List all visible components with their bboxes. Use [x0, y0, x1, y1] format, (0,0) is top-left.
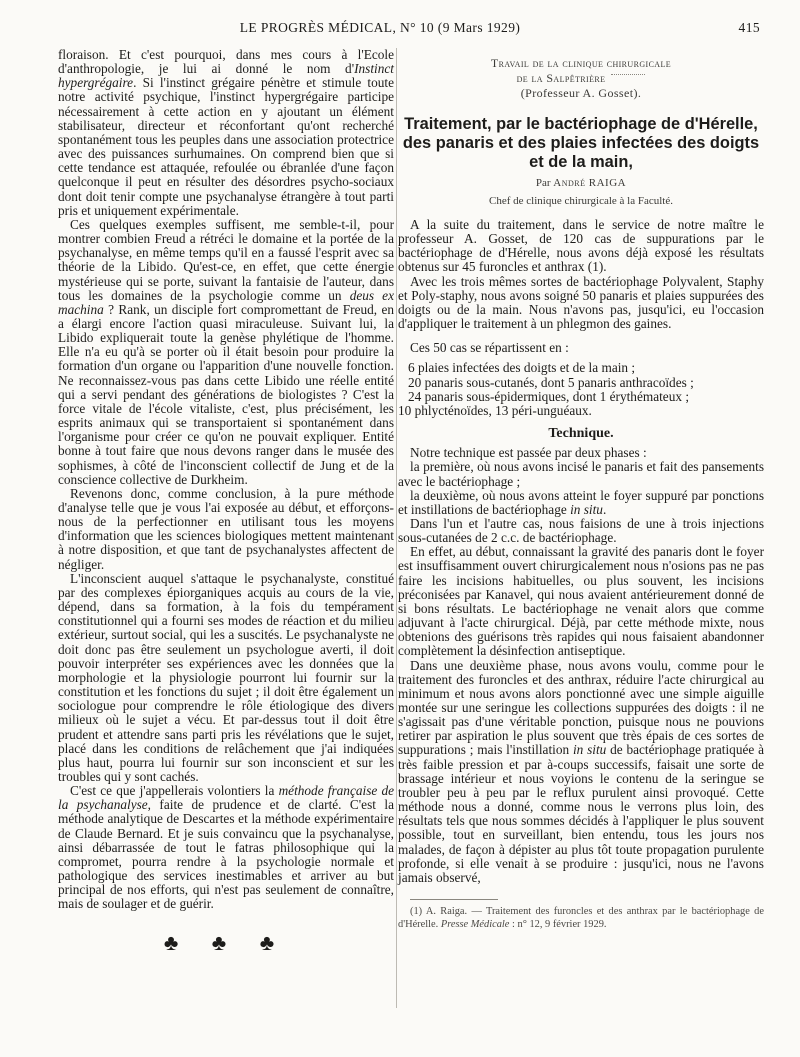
emphasis: in situ — [570, 501, 603, 517]
running-title: LE PROGRÈS MÉDICAL, N° 10 (9 Mars 1929) — [239, 20, 521, 35]
paragraph: Notre technique est passée par deux phases : — [410, 445, 647, 461]
emphasis: Instinct hypergrégaire — [58, 61, 394, 91]
paragraph: la première, où nous avons incisé le panaris et fait des pansements avec le bactériophage ; — [398, 459, 764, 489]
list-item: 6 plaies infectées des doigts et de la main ; — [408, 360, 636, 376]
paragraph: Avec les trois mêmes sortes de bactériophage Polyvalent, Staphy et Poly-staphy, nous avons soigné 50 panaris et plaies suppurées des doigts ou de la main. Nous n'avons pas, jusqu'ici, eu l'occasion d'appliquer le traitement à un phlegmon des gaines. — [398, 273, 764, 332]
paragraph: Dans une deuxième phase, nous avons voulu, comme pour le traitement des furoncles et des anthrax, réduire l'acte chirurgical au minimum et nous avons alors ponctionné avec une simple aiguille montée sur une seringue les collections suppurées des doigts : il ne s'agissait pas d'une véritable ponction, puisque nous ne pouvions retirer par aspiration le plus souvent que très épais de ces sortes de suppurations ; mais l'instillation in situ de bactériophage pratiquée à très faible pression et par à-coups successifs, faisait une sorte de brassage intérieur et nous voyions le contenu de la seringue se troubler peu à peu par le reflux purulent ainsi provoqué. Cette méthode nous a donné, comme nous le verrons plus loin, des résultats tels que nous sommes décidés à l'appliquer le plus souvent possible, tout en surveillant, bien entendu, tous les jours nos malades, de façon à dépister au plus tôt toute propagation purulente profonde, si elle venait à se produire : jusqu'ici, nous ne l'avons jamais observé, — [398, 657, 764, 885]
running-header — [60, 20, 760, 40]
column-divider — [396, 48, 397, 1008]
article-title: Traitement, par le bactériophage de d'Hérelle, des panaris et des plaies infectées des doigts et de la main, — [402, 115, 760, 171]
page-number: 415 — [738, 20, 760, 35]
left-column — [58, 47, 394, 955]
library-stamp-mark — [611, 74, 645, 84]
list-item: 10 phlycténoïdes, 13 péri-unguéaux. — [398, 402, 592, 418]
paragraph: Ces quelques exemples suffisent, me semble-t-il, pour montrer combien Freud a rétréci le domaine et la portée de la psychanalyse, en même temps qu'il en a faussé l'esprit avec sa théorie de la Libido. Qu'est-ce, en effet, que cette énergie mystérieuse qui se porte, suivant la fantaisie de l'auteur, dans tous les domaines de la psychologie comme un deus ex machina ? Rank, un disciple fort compromettant de Freud, en a élargi encore l'action quasi miraculeuse. Suivant lui, la Libido expliquerait toute la genèse phylétique de l'homme. Elle n'a eu qu'à se porter où il était besoin pour produire la formation d'un organe ou l'apparition d'une nouvelle fonction. Ne reconnaissez-vous pas dans cette Libido une réelle entité qui a servi pendant des générations de biologistes ? C'est la force vitale de l'école vitaliste, c'est, plus précisément, les esprits animaux qui se transportaient si spontanément dans l'organisme pour créer ce qu'on ne pouvait expliquer. Entité bonne à tout faire que nous devons ranger dans le musée des sophismes, à côté de l'inconscient collectif de Jung et de la conscience collective de Durkheim. — [58, 216, 394, 487]
club-ornaments: ♣ ♣ ♣ — [163, 929, 289, 955]
paragraph: A la suite du traitement, dans le service de notre maître le professeur A. Gosset, de 120 cas de suppurations par le bactériophage de d'Hérelle, nous avons déjà exposé les résultats obtenus sur 45 furoncles et anthrax (1). — [398, 217, 764, 275]
paragraph: la deuxième, où nous avons atteint le foyer suppuré par ponctions et instillations de bactériophage in situ. — [398, 487, 764, 517]
author-role: Chef de clinique chirurgicale à la Faculté. — [489, 195, 673, 207]
paragraph: En effet, au début, connaissant la gravité des panaris dont le foyer est insuffisamment ouvert chirurgicalement nous n'osions pas ne pas faire les incisions habituelles, ou plus souvent, les incisions préconisées par Kanavel, qui nous avaient antérieurement donné de si bons résultats. Le bactériophage ne venait alors que comme adjuvant à l'acte chirurgical. Déjà, par cette méthode mixte, nous obtenions des guérisons très rapides qui nous faisaient abandonner complètement la désinfection antiseptique. — [398, 544, 764, 659]
footnote-rule — [410, 899, 498, 900]
section-heading: Technique. — [548, 426, 614, 442]
paragraph: Dans l'un et l'autre cas, nous faisions de une à trois injections sous-cutanées de 2 c.c. de bactériophage. — [398, 515, 764, 546]
emphasis: deus ex machina — [58, 287, 394, 317]
paragraph: floraison. Et c'est pourquoi, dans mes cours à l'Ecole d'anthropologie, je lui ai donné le nom d'Instinct hypergrégaire. Si l'instinct grégaire pénètre et stimule toute notre activité psychique, l'instinct hypergrégaire participe nécessairement à cette action en y ajoutant un élément stabilisateur, directeur et réconfortant qu'ont recherché spontanément tous les peuples dans une association protectrice avec des puissances surhumaines. On comprend bien que si cette tendance est attaquée, refoulée ou ébranlée d'une façon quelconque il peut en résulter des désordres psycho-sociaux dont doit tenir compte une psychanalyse étrangère à tout parti pris et uniquement expérimentale. — [58, 47, 394, 218]
paragraph: L'inconscient auquel s'attaque le psychanalyste, constitué par des complexes épiorganiques acquis au cours de la vie, dépend, dans sa formation, à la fois du tempérament constitutionnel qui a fourni ses modes de réaction et du milieu extérieur, surtout social, qui les a suscités. Le psychanalyste ne doit donc pas être seulement un psychologue averti, il doit pouvoir interpréter ses expériences avec les données que la morphologie et la physiologie pourront lui fournir sur la constitution et les fonctions du sujet ; il doit être également un sociologue pour comprendre le rôle étiologique des divers milieux où le sujet a vécu. Et par-dessus tout il doit être prudent et attendre sans parti pris les révélations que le sujet, placé dans les conditions de relâchement que j'ai indiquées plus haut, pourra lui fournir sur son inconscient et sur les troubles qui y sont cachés. — [58, 570, 394, 784]
emphasis: méthode française de la psychanalyse — [58, 783, 394, 813]
affiliation: Travail de la clinique chirurgicale de la Salpêtrière (Professeur A. Gosset). — [490, 56, 672, 100]
byline: Par André RAIGA — [535, 177, 627, 189]
paragraph: Ces 50 cas se répartissent en : — [410, 340, 569, 356]
list-item: 24 panaris sous-épidermiques, dont 1 érythémateux ; — [408, 388, 690, 404]
right-column — [398, 48, 764, 931]
paragraph: Revenons donc, comme conclusion, à la pure méthode d'analyse telle que je vous l'ai exposée au début, et efforçons-nous de la perfectionner en utilisant tous les moyens d'information que les sciences biologiques mettent maintenant à notre disposition, et que tant de psychanalystes affectent de négliger. — [58, 485, 394, 572]
list-item: 20 panaris sous-cutanés, dont 5 panaris anthracoïdes ; — [408, 374, 694, 390]
emphasis: in situ — [572, 742, 607, 758]
footnote: (1) A. Raiga. — Traitement des furoncles et des anthrax par le bactériophage de d'Hérelle. Presse Médicale : n° 12, 9 février 1929. — [398, 906, 764, 930]
paragraph: C'est ce que j'appellerais volontiers la méthode française de la psychanalyse, faite de prudence et de clarté. C'est la méthode analytique de Descartes et la méthode expérimentaire de Claude Bernard. Et je suis convaincu que la psychanalyse, ainsi débarrassée de tout le fatras philosophique qui la compromet, pourra rendre à la psychologie normale et pathologique des services inestimables et arriver au but principal de nos efforts, qui n'est pas seulement de connaître, mais de soulager et de guérir. — [58, 783, 394, 912]
author-name: André RAIGA — [553, 177, 627, 189]
